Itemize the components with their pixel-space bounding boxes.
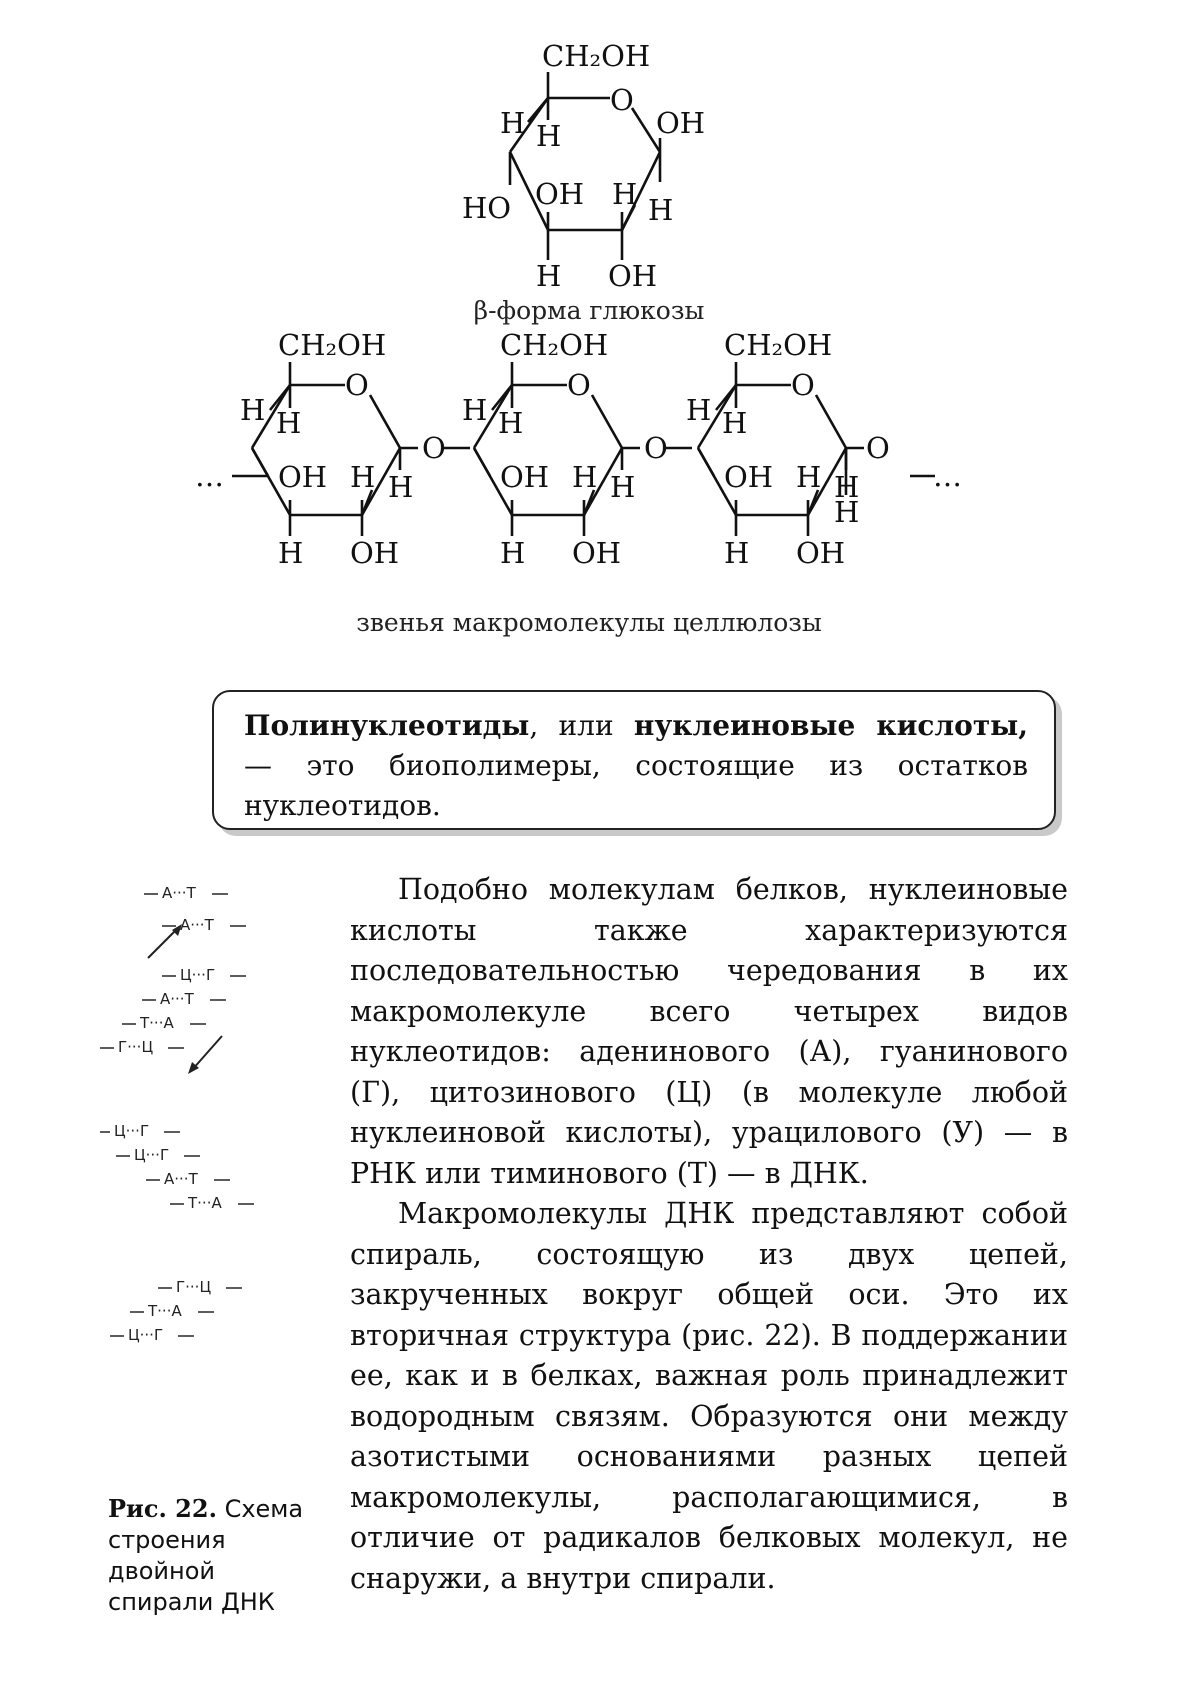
h-label: H: [612, 177, 638, 211]
h-label: H: [276, 406, 302, 440]
h-label: H: [724, 536, 750, 570]
base-pair-label: Т···А: [188, 1194, 222, 1212]
h-label: H: [648, 193, 674, 227]
ring-oxygen-label: O: [610, 83, 634, 117]
base-pair-label: Ц···Г: [180, 966, 216, 984]
cellulose-bond: [474, 448, 490, 476]
helix-arrow-up: [148, 928, 178, 958]
h-label: H: [610, 470, 636, 504]
h-label: H: [462, 393, 488, 427]
definition-text: [244, 706, 1028, 826]
base-pair-label: Ц···Г: [114, 1122, 150, 1140]
base-pair-label: Ц···Г: [134, 1146, 170, 1164]
ring-oxygen-label: O: [567, 368, 591, 402]
figure-label: Рис. 22.: [108, 1494, 217, 1523]
helix-arrow-down: [192, 1036, 222, 1070]
base-pair-label: Т···А: [148, 1302, 182, 1320]
ring-oxygen-label: O: [345, 368, 369, 402]
h-label: H: [796, 460, 822, 494]
h-label: H: [500, 536, 526, 570]
h-label: H: [388, 470, 414, 504]
base-pair-label: А···Т: [162, 884, 196, 902]
oh-label: OH: [500, 460, 550, 494]
base-pair-label: Г···Ц: [118, 1038, 154, 1056]
h-label: H: [722, 406, 748, 440]
h-label: H: [350, 460, 376, 494]
cellulose-structure: [0, 0, 1178, 700]
oh-label: OH: [724, 460, 774, 494]
base-pair-label: Г···Ц: [176, 1278, 212, 1296]
term-polynucleotides: Полинуклеотиды: [244, 709, 530, 742]
cellulose-bond: [592, 395, 622, 448]
h-label: H: [240, 393, 266, 427]
h-label: H: [500, 106, 526, 140]
bridge-oxygen-label: O: [644, 431, 668, 465]
bridge-oxygen-label: O: [422, 431, 446, 465]
figure-caption-text: Схема строения двойной спирали ДНК: [108, 1495, 304, 1616]
definition-rest: — это биополимеры, состоящие из остатков нуклеотидов.: [244, 749, 1028, 822]
definition-connector: , или: [529, 709, 634, 742]
h-label: H: [834, 495, 860, 529]
ch2oh-label: CH₂OH: [542, 39, 651, 73]
h-label: H: [278, 536, 304, 570]
base-pair-label: А···Т: [164, 1170, 198, 1188]
term-nucleic-acids: нуклеиновые кислоты,: [633, 709, 1028, 742]
oh-label: OH: [350, 536, 400, 570]
chain-ellipsis-left: …: [195, 459, 224, 493]
base-pair-label: А···Т: [180, 916, 214, 934]
base-pair-label: А···Т: [160, 990, 194, 1008]
base-pair-label: Т···А: [140, 1014, 174, 1032]
h-label: H: [536, 259, 562, 293]
paragraph-2: Макромолекулы ДНК представляют собой спираль, состоящую из двух цепей, закрученных вокруг общей оси. Это их вторичная структура (рис. 22). В поддержании ее, как и в белках, важная роль принадлежит водородным связям. Образуются они между азотистыми основаниями разных цепей макромолекулы, располагающимися, в отличие от радикалов белковых молекул, не снаружи, а внутри спирали.: [350, 1197, 1068, 1595]
dna-helix-figure: [100, 880, 300, 1480]
oh-label: OH: [656, 106, 706, 140]
ch2oh-label: CH₂OH: [278, 328, 387, 362]
ch2oh-label: CH₂OH: [724, 328, 833, 362]
bridge-oxygen-label: O: [866, 431, 890, 465]
chain-ellipsis-right: …: [933, 459, 962, 493]
oh-label: OH: [278, 460, 328, 494]
cellulose-bond: [816, 395, 846, 448]
ring-oxygen-label: O: [791, 368, 815, 402]
h-label: H: [498, 406, 524, 440]
ho-label: HO: [462, 191, 512, 225]
cellulose-bond: [252, 448, 268, 476]
h-label: H: [536, 119, 562, 153]
paragraph-1: Подобно молекулам белков, нуклеиновые кислоты также характеризуются последовательностью чередования в их макромолекуле всего четырех видов нуклеотидов: аденинового (А), гуанинового (Г), цитозинового (Ц) (в молекуле любой нуклеиновой кислоты), урацилового (У) — в РНК или тиминового (Т) — в ДНК.: [350, 873, 1068, 1190]
cellulose-bond: [698, 448, 714, 476]
oh-label: OH: [796, 536, 846, 570]
h-label: H: [834, 470, 860, 504]
base-pair-label: Ц···Г: [128, 1326, 164, 1344]
definition-box: [212, 690, 1056, 830]
figure-caption: [108, 1493, 318, 1618]
h-label: H: [572, 460, 598, 494]
h-label: H: [686, 393, 712, 427]
body-text: [350, 870, 1068, 1599]
ch2oh-label: CH₂OH: [500, 328, 609, 362]
cellulose-bond: [370, 395, 400, 448]
oh-label: OH: [535, 177, 585, 211]
oh-label: OH: [608, 259, 658, 293]
glucose-caption: β-форма глюкозы: [473, 296, 705, 325]
oh-label: OH: [572, 536, 622, 570]
cellulose-caption: звенья макромолекулы целлюлозы: [356, 608, 822, 637]
